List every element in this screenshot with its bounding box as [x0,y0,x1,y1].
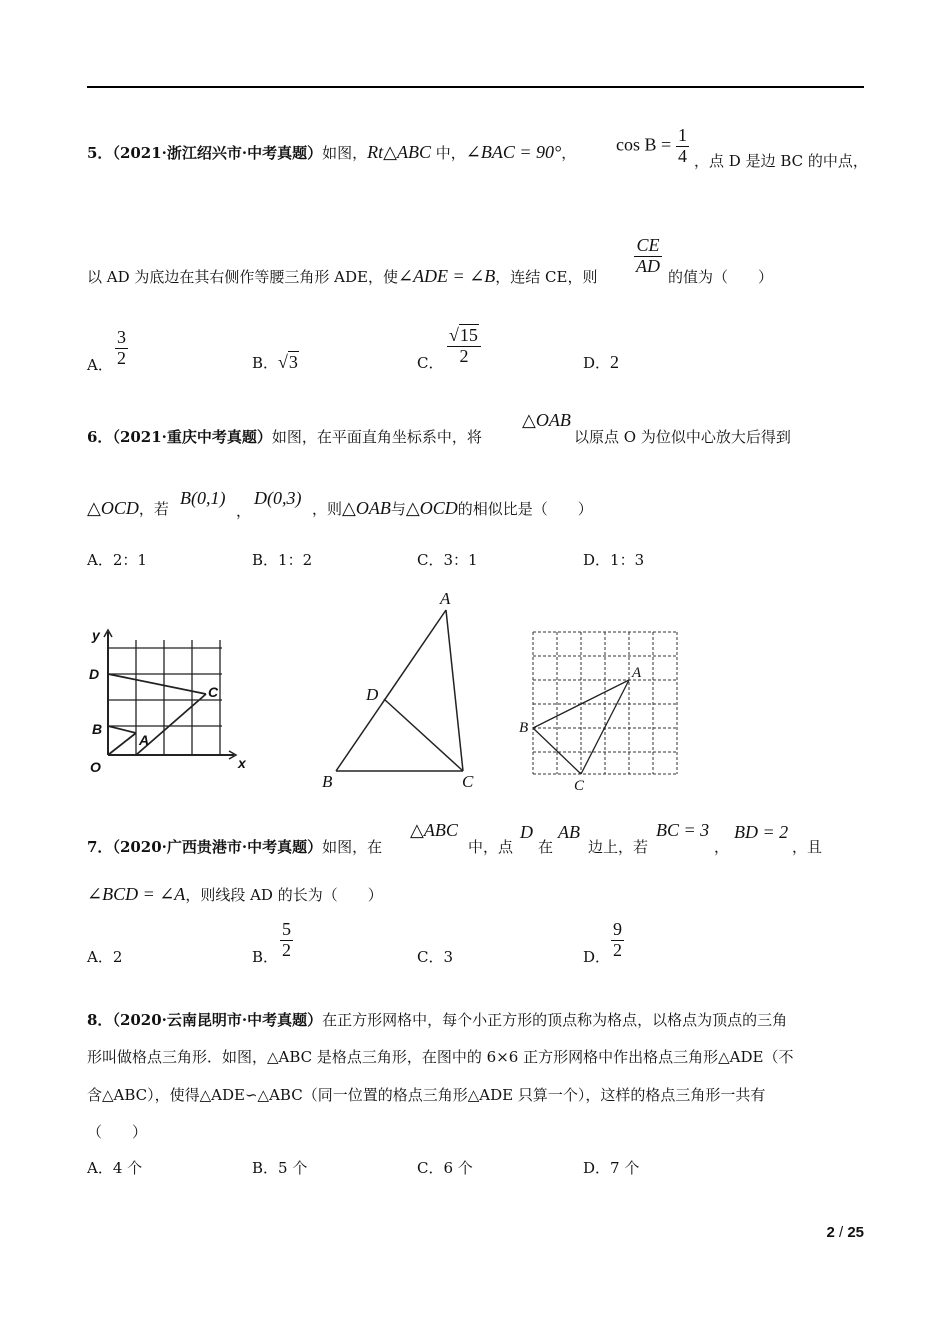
q7-text: 如图，在 [322,838,383,856]
q7-line1 [87,836,382,857]
fig3-label-b: B [519,720,529,736]
fig1-label-y: y [92,627,100,643]
q6-option-c[interactable]: C．3：1 [417,551,478,569]
q7-t2 [468,836,513,857]
q6-triangle-ocd: △OCD [405,498,458,518]
q7-segment-ab: AB [558,822,580,842]
q7-line2 [87,884,383,905]
q5-angle: ∠BAC = 90° [465,142,562,162]
q5-cos-num: 1 [677,125,687,145]
q5-option-c[interactable] [417,325,478,372]
q7-source: （2020·广西贵港市·中考真题） [112,838,323,856]
q6-line2 [87,498,169,519]
q5-ratio-num: CE [636,235,660,255]
q6-line1 [87,426,482,447]
q6-point-d-text: D(0,3) [254,488,302,508]
page-number [826,1224,864,1241]
option-label: D． [583,948,611,966]
option-label: B． [252,948,279,966]
option-label: B． [252,354,279,372]
q8-number: 8． [87,1011,113,1029]
q7-b-den: 2 [282,939,291,960]
q7-point-d: D [520,822,533,842]
q8-option-c[interactable]: C．6 个 [417,1159,473,1177]
fig1-label-x: x [238,755,246,771]
q6-triangle-oab: △OAB [522,410,571,430]
q8-line3: 含△ABC），使得△ADE∽△ABC（同一位置的格点三角形△ADE 只算一个），这样的格点三角形一共有 [87,1086,766,1104]
fig2-label-b: B [322,772,333,791]
q5-source: （2021·浙江绍兴市·中考真题） [112,144,323,162]
q5-option-a[interactable] [87,327,126,374]
q5-angle-eq: ∠ADE = ∠B [397,266,496,286]
q6-text: ，则 [312,500,343,518]
q7-text: ， [714,838,730,856]
q5-line2-tail [668,266,773,287]
q5-text: ， [561,144,577,162]
option-label: D． [583,354,611,372]
fig3-label-c: C [574,778,585,794]
q5-b-radicand: 3 [288,352,298,372]
q5-text: ，点 D 是边 BC 的中点， [694,152,868,170]
q6-option-a[interactable]: A．2：1 [87,551,147,569]
q6-text: 的相似比是（ ） [457,500,593,518]
q8-source: （2020·云南昆明市·中考真题） [112,1011,323,1029]
q5-a-num: 3 [117,327,126,347]
q7-option-c[interactable]: C．3 [417,948,454,966]
q7-triangle [410,820,458,841]
q5-cos-den: 4 [677,145,687,166]
q7-option-a[interactable]: A．2 [87,948,123,966]
figure-dashed-grid [516,626,686,796]
q6-line2-tail [312,498,593,519]
q7-bd-eq: BD = 2 [734,822,789,842]
q6-point-b-text: B(0,1) [180,488,226,508]
q7-bc-eq: BC = 3 [656,820,710,840]
q7-triangle-abc: △ABC [410,820,458,840]
q7-t3 [538,836,553,857]
header-rule [87,86,864,88]
q6-line1-tail [574,426,791,447]
q6-sep [236,500,251,521]
q6-text: 如图，在平面直角坐标系中，将 [271,428,482,446]
q8-line1 [87,1009,787,1030]
q5-number: 5． [87,144,113,162]
q5-line1-tail [694,150,868,171]
fig1-label-o: O [90,759,101,775]
fig2-label-c: C [462,772,474,791]
q7-number: 7． [87,838,113,856]
q7-d-num: 9 [613,919,622,939]
q8-option-a[interactable]: A．4 个 [87,1159,143,1177]
figure-triangle-abd [318,588,488,793]
q7-text: 边上，若 [588,838,649,856]
q5-line2 [87,266,597,287]
q5-c-radicand: 15 [459,325,478,345]
q5-d-value: 2 [610,352,620,372]
page-current: 2 [826,1224,835,1241]
q7-t5 [714,836,729,857]
q6-triangle-oab: △OAB [342,498,391,518]
q5-rt-triangle: Rt△ABC [367,142,431,162]
q7-text: ，则线段 AD 的长为（ ） [185,886,383,904]
q6-number: 6． [87,428,113,446]
fig1-label-c: C [208,684,219,700]
fig2-label-d: D [366,685,379,704]
q5-text: 中， [431,144,466,162]
q5-c-den: 2 [459,345,469,366]
q7-ab [558,822,580,843]
fig2-label-a: A [440,589,451,608]
q5-line1 [87,142,576,163]
q8-line2: 形叫做格点三角形．如图，△ABC 是格点三角形，在图中的 6×6 正方形网格中作出格点三角形△ADE（不 [87,1048,794,1066]
q5-text: 的值为（ ） [668,268,774,286]
page-sep: / [834,1224,848,1241]
q6-text: ， [236,502,252,520]
q7-text: ，且 [792,838,823,856]
q7-t4 [588,836,648,857]
option-label: C． [417,354,444,372]
q8-option-d[interactable]: D．7 个 [583,1159,640,1177]
q8-line4: （ ） [87,1123,148,1141]
q6-text: ，若 [138,500,169,518]
q5-a-den: 2 [117,347,126,368]
q5-cos-fraction [676,126,689,167]
fig1-label-a: A [139,732,150,748]
q7-text: 中，点 [468,838,514,856]
q7-bd [734,822,788,843]
q5-ratio-den: AD [636,255,660,276]
q7-bc [656,820,709,841]
sqrt-icon: √15 [449,325,478,345]
q7-option-d[interactable] [583,919,622,966]
q6-text: 以原点 O 为位似中心放大后得到 [574,428,791,446]
page-total: 25 [847,1224,864,1241]
q5-text: 如图， [322,144,368,162]
q6-source: （2021·重庆中考真题） [112,428,272,446]
q5-cos-lhs: cos B = [616,134,672,155]
fig1-label-d: D [89,666,100,682]
q5-text: ，连结 CE，则 [495,268,598,286]
q7-b-num: 5 [282,919,291,939]
q7-angle-eq: ∠BCD = ∠A [87,884,186,904]
fig3-label-a: A [632,665,642,681]
q7-t6 [792,836,822,857]
q8-option-b[interactable]: B．5 个 [252,1159,308,1177]
q7-d [520,822,533,843]
option-label: A． [87,356,113,374]
sqrt-icon: √3 [278,352,298,372]
q6-triangle-ocd: △OCD [87,498,139,518]
q5-text: 以 AD 为底边在其右侧作等腰三角形 ADE，使 [87,268,398,286]
figure-coordinate-grid [86,620,256,780]
q5-ratio-fraction [634,236,662,277]
fig1-label-b: B [92,721,103,737]
q6-text: 与 [390,500,406,518]
q5-cos [616,126,689,167]
q6-option-b[interactable]: B．1：2 [252,551,313,569]
q6-option-d[interactable]: D．1：3 [583,551,645,569]
q5-option-b[interactable] [252,352,299,373]
q8-text: 在正方形网格中，每个小正方形的顶点称为格点，以格点为顶点的三角 [322,1011,788,1029]
q6-oab [522,410,571,431]
q5-option-d[interactable] [583,352,619,373]
q7-option-b[interactable] [252,919,291,966]
q7-d-den: 2 [613,939,622,960]
q6-point-b [180,488,225,509]
q7-text: 在 [538,838,554,856]
q6-point-d [254,488,302,509]
